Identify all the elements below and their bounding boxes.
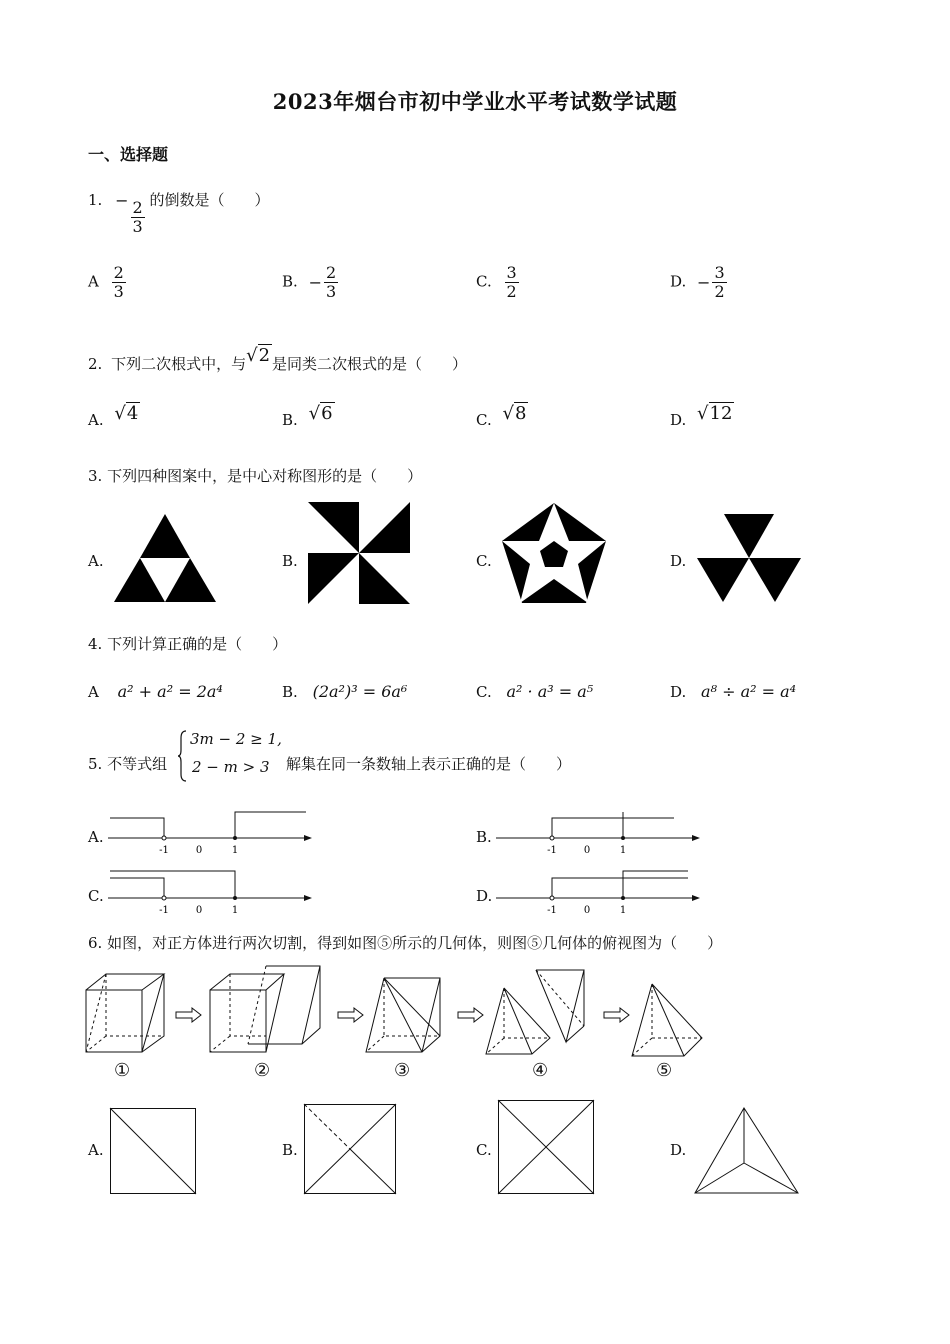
q5-text: 解集在同一条数轴上表示正确的是（ ）: [286, 755, 572, 773]
q6-step4-pieces: [486, 966, 590, 1058]
q1-option-d[interactable]: D. − $\frac{3}{2}$: [670, 263, 725, 301]
q6-option-a-figure[interactable]: [110, 1108, 196, 1194]
q6-step1-label: ①: [114, 1060, 131, 1081]
q3-option-d-label[interactable]: D.: [670, 552, 687, 570]
q5-option-b-label[interactable]: B.: [476, 828, 492, 846]
svg-text:1: 1: [231, 845, 239, 856]
q6-step4-label: ④: [532, 1060, 549, 1081]
q6-step5-label: ⑤: [656, 1060, 673, 1081]
q1-fraction: $\frac{2}{3}$: [132, 198, 143, 236]
svg-text:-1: -1: [547, 845, 557, 856]
q3-pentagon-star-figure[interactable]: [502, 503, 606, 603]
q2-option-d[interactable]: D. √12: [670, 403, 733, 429]
svg-text:-1: -1: [159, 905, 169, 916]
question-3: 3. 下列四种图案中，是中心对称图形的是（ ）: [88, 467, 423, 485]
q6-option-d-label[interactable]: D.: [670, 1141, 687, 1159]
q6-step2-split: [210, 966, 324, 1056]
question-2: 2. 下列二次根式中，与√2 是同类二次根式的是（ ）: [88, 345, 468, 373]
question-1: [88, 190, 269, 236]
q1-text: 的倒数是（ ）: [149, 191, 270, 209]
q5-numberline-d[interactable]: [496, 868, 700, 918]
q2-option-c[interactable]: C. √8: [476, 403, 527, 429]
q4-option-d[interactable]: D. a⁸ ÷ a² = a⁴: [670, 682, 797, 701]
q5-option-a-label[interactable]: A.: [88, 828, 104, 846]
svg-text:-1: -1: [159, 845, 169, 856]
q6-option-d-figure[interactable]: [694, 1108, 800, 1194]
q1-number: 1.: [88, 191, 103, 209]
q6-option-a-label[interactable]: A.: [88, 1141, 104, 1159]
q3-option-c-label[interactable]: C.: [476, 552, 492, 570]
q6-step3-label: ③: [394, 1060, 411, 1081]
question-6: 6. 如图，对正方体进行两次切割，得到如图⑤所示的几何体，则图⑤几何体的俯视图为（ ）: [88, 934, 723, 952]
svg-text:0: 0: [583, 845, 591, 856]
q3-triforce-figure[interactable]: [114, 514, 216, 604]
q6-option-c-label[interactable]: C.: [476, 1141, 492, 1159]
q6-option-b-figure[interactable]: [304, 1104, 396, 1194]
q5-numberline-b[interactable]: [496, 810, 700, 860]
svg-text:0: 0: [195, 905, 203, 916]
svg-text:1: 1: [619, 905, 627, 916]
q5-inequality-1: 3m − 2 ≥ 1,: [190, 730, 282, 748]
q6-option-b-label[interactable]: B.: [282, 1141, 298, 1159]
page-title: 2023年烟台市初中学业水平考试数学试题: [272, 89, 678, 114]
q4-option-a[interactable]: A a² + a² = 2a⁴: [88, 682, 223, 701]
q3-option-b-label[interactable]: B.: [282, 552, 298, 570]
q1-option-c[interactable]: C. $\frac{3}{2}$: [476, 263, 517, 301]
q4-option-c[interactable]: C. a² · a³ = a⁵: [476, 682, 594, 701]
q3-pinwheel-figure[interactable]: [308, 502, 410, 604]
q1-option-b[interactable]: B. − $\frac{2}{3}$: [282, 263, 337, 301]
q5-option-d-label[interactable]: D.: [476, 887, 493, 905]
svg-text:0: 0: [583, 905, 591, 916]
q6-step1-cube: [86, 974, 166, 1056]
q6-arrow-1: [176, 1008, 202, 1022]
q6-option-c-figure[interactable]: [498, 1100, 594, 1194]
q6-step3-prism: [366, 976, 446, 1056]
q1-sign: −: [115, 191, 129, 210]
svg-text:-1: -1: [547, 905, 557, 916]
q5-brace: [178, 730, 188, 782]
q6-step5-result: [632, 982, 704, 1058]
q4-option-b[interactable]: B. (2a²)³ = 6a⁶: [282, 682, 408, 701]
q6-arrow-3: [458, 1008, 484, 1022]
q3-inverted-triangles-figure[interactable]: [697, 514, 801, 604]
svg-text:0: 0: [195, 845, 203, 856]
q2-sqrt: √2: [246, 345, 271, 366]
q5-numberline-a[interactable]: [108, 810, 312, 860]
q6-step2-label: ②: [254, 1060, 271, 1081]
q6-arrow-4: [604, 1008, 630, 1022]
q5-numberline-c[interactable]: [108, 868, 312, 918]
q5-inequality-2: 2 − m > 3: [192, 758, 270, 776]
q3-option-a-label[interactable]: A.: [88, 552, 104, 570]
q2-option-b[interactable]: B. √6: [282, 403, 333, 429]
svg-text:1: 1: [231, 905, 239, 916]
question-5: 5. 不等式组: [88, 755, 168, 773]
question-4: 4. 下列计算正确的是（ ）: [88, 635, 288, 653]
q5-option-c-label[interactable]: C.: [88, 887, 104, 905]
q1-option-a[interactable]: A $\frac{2}{3}$: [88, 263, 124, 301]
q6-arrow-2: [338, 1008, 364, 1022]
section-heading: 一、选择题: [88, 145, 169, 164]
q2-option-a[interactable]: A. √4: [88, 403, 139, 429]
svg-text:1: 1: [619, 845, 627, 856]
